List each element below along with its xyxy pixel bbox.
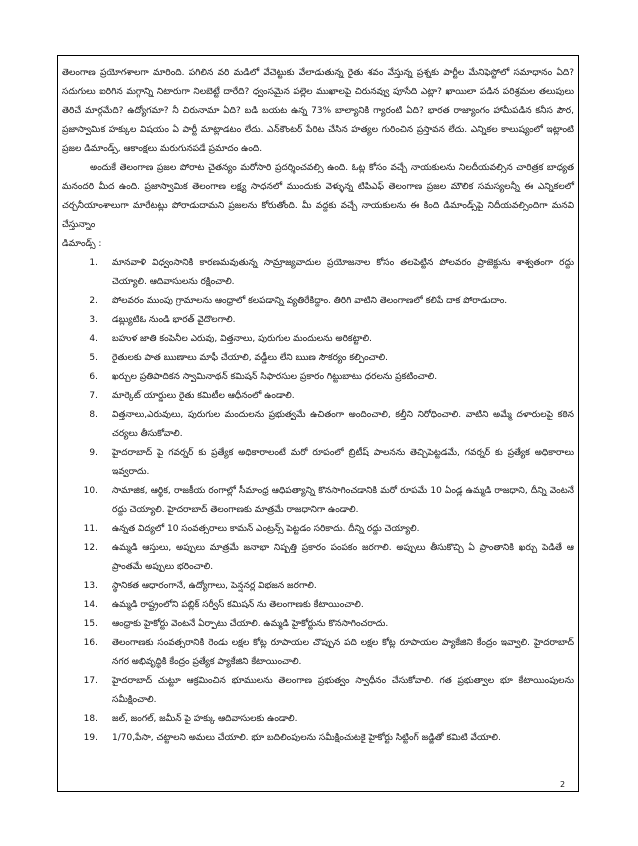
list-item [62, 729, 574, 748]
item-number: 13. [83, 581, 98, 591]
list-item [62, 292, 574, 311]
item-text: ఖర్చుల ప్రతిపాదికన స్వామినాథన్ కమిషన్ సిఫారసుల ప్రకారం గిట్టుబాటు ధరలను ప్రకటించాలి. [112, 372, 438, 382]
item-number: 15. [83, 619, 98, 629]
list-item [62, 387, 574, 406]
list-item [62, 710, 574, 729]
item-text: మానవాళి విధ్వంసానికి కారణమవుతున్న సామ్రాజ్యవాదుల ప్రయోజనాల కోసం తలపెట్టిన పోలవరం ప్రాజెక్టును శాశ్వతంగా రద్దు చెయ్యాలి. ఆదివాసులను రక్షించాలి. [112, 258, 574, 287]
item-text: 1/70,పేసా, చట్టాలని అమలు చేయాలి. భూ బదిలింపులను సమీక్షించుటకై హైకోర్టు సిట్టింగ్ జడ్జితో కమిటి వేయాలి. [112, 733, 501, 743]
item-number: 5. [89, 353, 98, 363]
item-text: పోలవరం ముంపు గ్రామాలను ఆంధ్రాలో కలపడాన్ని వ్యతిరేకిద్దాం. తిరిగి వాటిని తెలంగాణలో కలిపే దాక పోరాడుదాం. [112, 296, 508, 306]
demands-list [62, 254, 574, 748]
item-number: 14. [83, 600, 98, 610]
item-text: జల్, జంగల్, జమీన్ పై హక్కు ఆదివాసులకు ఉండాలి. [112, 714, 298, 724]
item-text: రైతులకు పాత ఋణాలు మాఫీ చేయాలి, వడ్డీలు లేని ఋణ సౌకర్యం కల్పించాలి. [112, 353, 389, 363]
item-number: 19. [83, 733, 98, 743]
item-number: 1. [89, 258, 98, 268]
item-text: విత్తనాలు,ఎరువులు, పురుగుల మందులను ప్రభుత్వమే ఉచితంగా అందించాలి, కల్తీని నిరోధించాలి. వాటిని అమ్మే దళారులపై కఠిన చర్యలు తీసుకోవాలి. [112, 410, 574, 439]
list-item [62, 406, 574, 444]
item-text: హైదరాబాద్ చుట్టూ ఆక్రమించిన భూములను తెలంగాణ ప్రభుత్వం స్వాధీనం చేసుకోవాలి. గత ప్రభుత్వాల భూ కేటాయింపులను సమీక్షించాలి. [112, 676, 574, 705]
list-item [62, 444, 574, 482]
item-number: 12. [83, 543, 98, 553]
list-item [62, 520, 574, 539]
item-text: తెలంగాణకు సంవత్సరానికి రెండు లక్షల కోట్ల రూపాయల చొప్పున పది లక్షల కోట్ల రూపాయల ప్యాకేజిని కేంద్రం ఇవ్వాలి. హైదరాబాద్ నగర అభివృద్ధికి కేంద్రం ప్రత్యేక ప్యాకేజిని కేటాయించాలి. [112, 638, 574, 667]
item-number: 16. [83, 638, 98, 648]
list-item [62, 349, 574, 368]
item-text: డబ్ల్యుటిఓ నుండి భారత్ వైదొలగాలి. [112, 315, 236, 325]
item-text: బహుళ జాతి కంపెనీల ఎరువు, విత్తనాలు, పురుగుల మందులను అరికట్టాలి. [112, 334, 372, 344]
page-number: 2 [560, 780, 566, 789]
list-item [62, 254, 574, 292]
list-item [62, 634, 574, 672]
item-text: ఆంధ్రాకు హైకోర్టు వెంటనే ఏర్పాటు చేయాలి. ఉమ్మడి హైకోర్టును కొనసాగించరాదు. [112, 619, 389, 629]
item-number: 3. [89, 315, 98, 325]
item-number: 8. [89, 410, 98, 420]
list-item [62, 672, 574, 710]
list-item [62, 482, 574, 520]
list-item [62, 539, 574, 577]
list-item [62, 596, 574, 615]
item-text: సామాజిక, ఆర్థిక, రాజకీయ రంగాల్లో సీమాంధ్ర ఆధిపత్యాన్ని కొనసాగించడానికి మరో రూపమే 10 ఏండ్ల ఉమ్మడి రాజధాని, దీన్ని వెంటనే రద్దు చెయ్యాలి. హైదరాబాద్ తెలంగాణకు మాత్రమే రాజధానిగా ఉండాలి. [112, 486, 574, 515]
intro-paragraph: తెలంగాణ ప్రయోగశాలగా మారింది. పగిలిన వరి మడిలో వేచెట్టుకు వేలాడుతున్న రైతు శవం వేస్తున్న ప్రశ్నకు పార్టీల మేనిఫెస్టోలో సమాధానం ఏది? సదుగులు ఐరిగిన మగ్గాన్ని నిటారుగా నిలబెట్టే దారేది? ధ్వంసమైన పల్లెల ముఖాలపై చిరునవ్వు పూసేది ఎట్లా? ఖాయిలా పడిన పరిశ్రమల తలుపులు తెరిచే మార్గమేది? ఉద్యోగమా? నీ చిరునామా ఏది? బడి బయట ఉన్న 73% బాల్యానికి గ్యారంటి ఏది? భారత రాజ్యాంగం హామీపడిన కనీస పౌర, ప్రజాస్వామిక హక్కుల విషయం ఏ పార్టీ మాట్లాడటం లేదు. ఎన్‌కౌంటర్ పేరిట చేసిన హత్యల గురించిన ప్రస్తావన లేదు. ఎన్నికల కాలుష్యంలో ఇట్లాంటి ప్రజల డిమాండ్స్, ఆకాంక్షలు మరుగునపడే ప్రమాదం ఉంది. [62, 68, 574, 154]
item-text: ఉమ్మడి రాష్ట్రంలోని పబ్లిక్ సర్వీస్ కమిషన్ ను తెలంగాణకు కేటాయించాలి. [112, 600, 364, 610]
item-text: మార్కెట్ యార్డులు రైతు కమిటీల ఆధీనంలో ఉండాలి. [112, 391, 295, 401]
item-number: 4. [89, 334, 98, 344]
appeal-paragraph: అందుకే తెలంగాణ ప్రజల పోరాట చైతన్యం మరోసారి ప్రదర్శించవల్సి ఉంది. ఓట్ల కోసం వచ్చే నాయకులను నిలదీయవల్సిన చారిత్రక బాధ్యత మనందరి మీద ఉంది. ప్రజాస్వామిక తెలంగాణ లక్ష్య సాధనలో ముందుకు వెళ్ళున్న టిపిఎఫ్ తెలంగాణ ప్రజల మౌలిక సమస్యలన్నీ ఈ ఎన్నికలలో చర్చనీయాంశాలుగా మారేటట్లు పోరాడుదామని ప్రజలను కోరుతోంది. మీ వద్దకు వచ్చే నాయకులను ఈ కింది డిమాండ్స్‌పై నిదీయవల్సిందిగా మనవి చేస్తున్నాం [62, 163, 574, 230]
item-number: 9. [89, 448, 98, 458]
item-number: 2. [89, 296, 98, 306]
item-text: ఉన్నత విద్యలో 10 సంవత్సరాలు కామన్ ఎంట్రన్స్ పెట్టడం సరికాదు. దీన్ని రద్దు చెయ్యాలి. [112, 524, 420, 534]
item-number: 7. [89, 391, 98, 401]
item-number: 10. [83, 486, 98, 496]
list-item [62, 311, 574, 330]
item-number: 11. [83, 524, 98, 534]
item-text: స్థానికత ఆధారంగానే, ఉద్యోగాలు, పెన్షనర్ల విభజన జరగాలి. [112, 581, 317, 591]
item-text: హైదరాబాద్ పై గవర్నర్ కు ప్రత్యేక అధికారాలంటే మరో రూపంలో బ్రిటీష్ పాలనను తెచ్చిపెట్టడమే, గవర్నర్ కు ప్రత్యేక అధికారాలు ఇవ్వరాదు. [112, 448, 574, 477]
list-item [62, 577, 574, 596]
item-number: 6. [89, 372, 98, 382]
document-body [62, 64, 574, 748]
item-text: ఉమ్మడి ఆస్తులు, అప్పులు మాత్రమే జనాభా నిష్పత్తి ప్రకారం పంపకం జరగాలి. అప్పులు తీసుకొచ్చి ఏ ప్రాంతానికి ఖర్చు పెడితే ఆ ప్రాంతమే అప్పులు భరించాలి. [112, 543, 574, 572]
item-number: 17. [83, 676, 98, 686]
list-item [62, 368, 574, 387]
item-number: 18. [83, 714, 98, 724]
demands-heading: డిమాండ్స్ : [62, 239, 102, 249]
list-item [62, 615, 574, 634]
list-item [62, 330, 574, 349]
